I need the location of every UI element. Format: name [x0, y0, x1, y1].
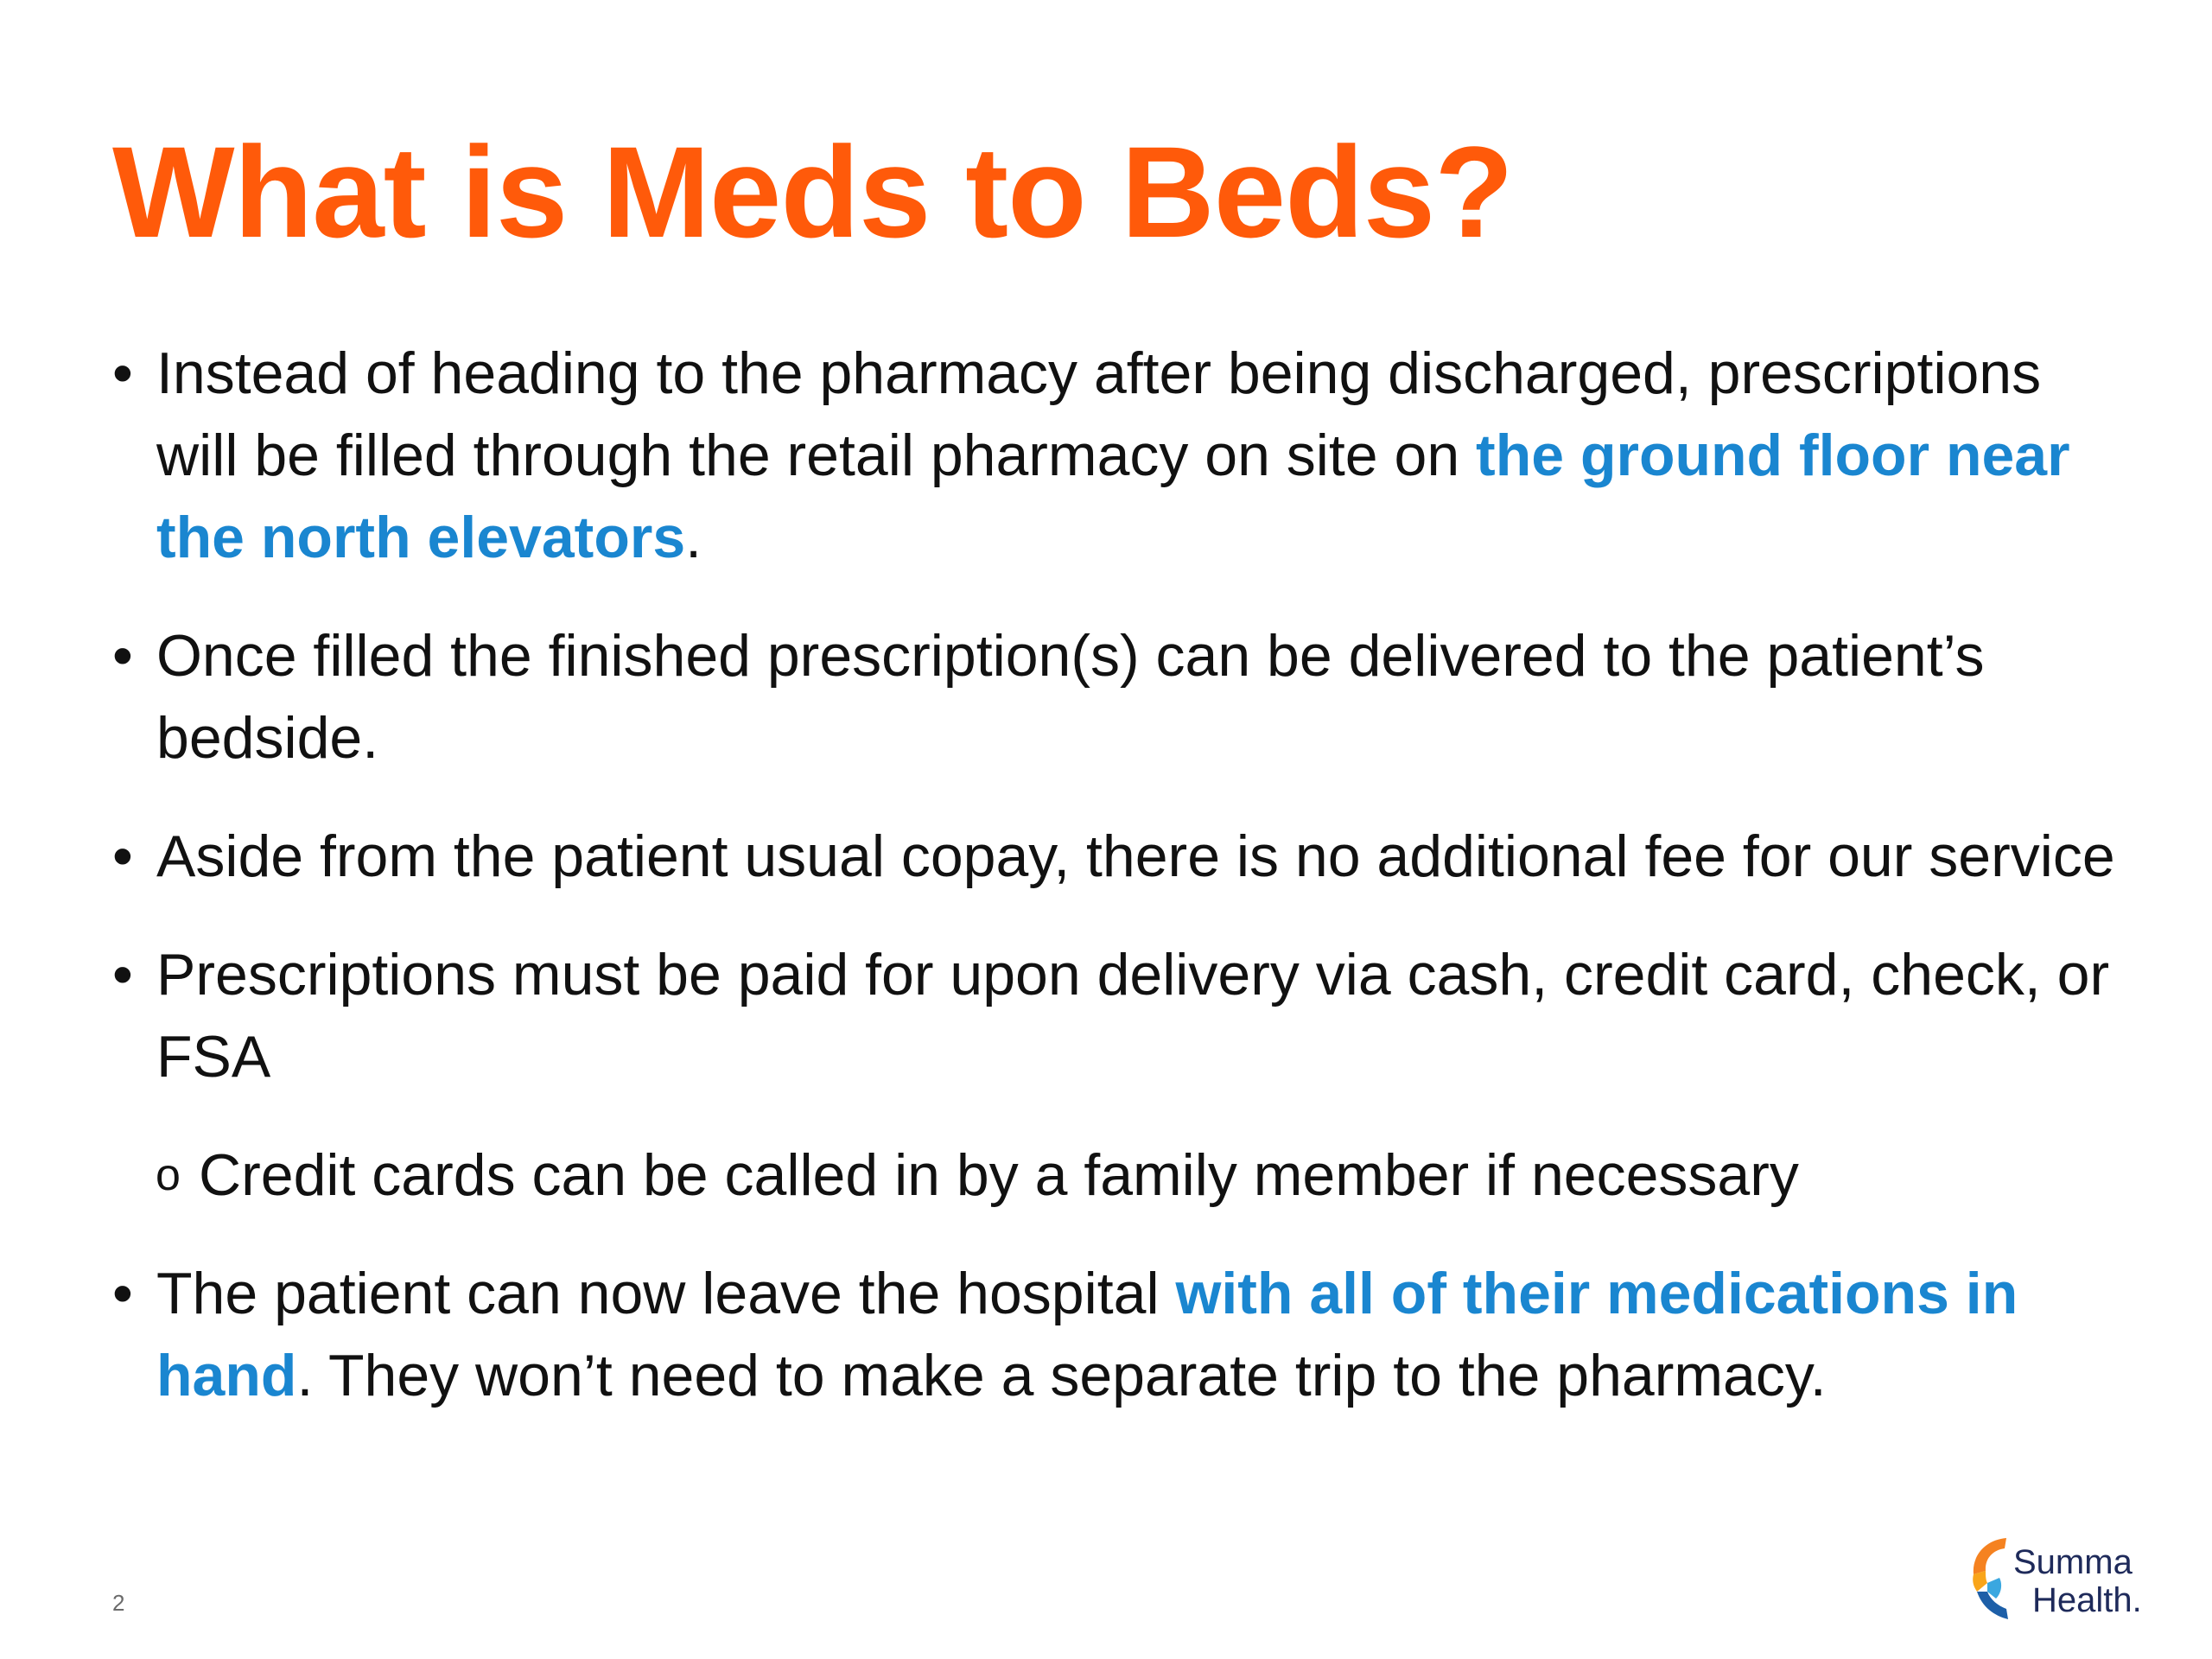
- bullet-text: Aside from the patient usual copay, there is no additional fee for our service: [156, 823, 2115, 889]
- bullet-text: Prescriptions must be paid for upon delivery via cash, credit card, check, or FSA: [156, 942, 2110, 1090]
- bullet-highlight: the ground floor near the north elevators: [156, 423, 2070, 570]
- bullet-text: The patient can now leave the hospital: [156, 1261, 1176, 1326]
- bullet-item: [112, 1253, 2126, 1417]
- logo-text-health: Health.: [2032, 1581, 2142, 1619]
- bullet-text-after: .: [685, 505, 702, 570]
- bullet-marker: •: [112, 623, 133, 689]
- bullet-text-after: . They won’t need to make a separate trip to the pharmacy.: [296, 1343, 1827, 1408]
- sub-bullet-item: [112, 1135, 2126, 1217]
- sub-bullet-text: Credit cards can be called in by a family member if necessary: [199, 1142, 1799, 1208]
- bullet-item: [112, 615, 2126, 779]
- bullet-text: Instead of heading to the pharmacy after being discharged, prescriptions will be filled through the retail pharmacy on site on: [156, 340, 2042, 488]
- bullet-item: [112, 934, 2126, 1098]
- bullet-marker: •: [112, 942, 133, 1007]
- bullet-item: [112, 816, 2126, 898]
- bullet-highlight: with all of their medications in hand: [156, 1261, 2018, 1408]
- logo-text-summa: Summa: [2013, 1543, 2133, 1581]
- bullet-marker: •: [112, 823, 133, 889]
- bullet-item: [112, 333, 2126, 579]
- slide-title: What is Meds to Beds?: [112, 119, 1513, 264]
- bullet-list: [112, 333, 2126, 1453]
- sub-bullet-marker: o: [156, 1150, 181, 1200]
- page-number: 2: [112, 1590, 125, 1616]
- summa-health-logo: [1961, 1529, 2143, 1633]
- bullet-marker: •: [112, 1261, 133, 1326]
- bullet-text: Once filled the finished prescription(s) can be delivered to the patient’s bedside.: [156, 623, 1985, 771]
- bullet-marker: •: [112, 340, 133, 406]
